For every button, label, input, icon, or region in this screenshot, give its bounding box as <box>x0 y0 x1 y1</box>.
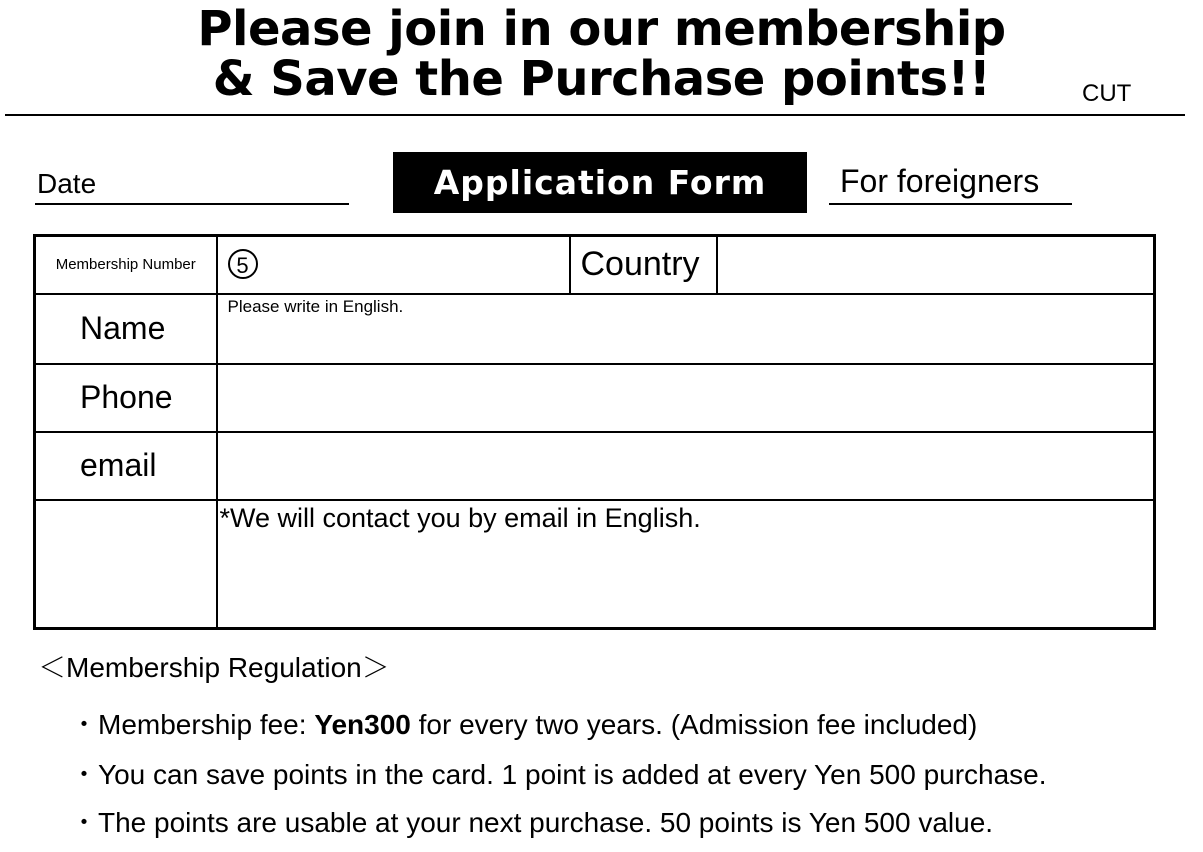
regulation-title: ＜Membership Regulation＞ <box>38 652 390 683</box>
country-label: Country <box>570 236 717 294</box>
membership-number-value: 5 <box>228 249 258 279</box>
regulation-points-rule: ・You can save points in the card. 1 point is added at every Yen 500 purchase. <box>70 759 1047 790</box>
name-field[interactable] <box>217 294 1155 364</box>
cut-label: CUT <box>1082 80 1132 107</box>
email-note-blank <box>35 500 217 629</box>
regulation-fee <box>70 703 977 743</box>
name-row <box>35 294 1155 364</box>
name-label: Name <box>35 294 217 364</box>
regulation-points-use: ・The points are usable at your next purchase. 50 points is Yen 500 value. <box>70 807 994 838</box>
audience-label: For foreigners <box>840 163 1040 199</box>
country-field[interactable] <box>717 236 1155 294</box>
membership-number-field[interactable] <box>217 236 570 294</box>
name-hint: Please write in English. <box>227 296 404 316</box>
cut-line <box>5 114 1185 116</box>
phone-field[interactable] <box>217 364 1155 432</box>
date-field-line[interactable] <box>35 203 349 205</box>
email-field[interactable] <box>217 432 1155 500</box>
membership-row <box>35 236 1155 294</box>
fee-suffix: for every two years. (Admission fee included) <box>410 709 978 740</box>
date-label: Date <box>37 168 97 199</box>
headline <box>0 1 1203 107</box>
headline-line-2: & Save the Purchase points!! <box>212 51 991 107</box>
headline-line-1: Please join in our membership <box>197 1 1006 57</box>
membership-number-label: Membership Number <box>35 236 217 294</box>
application-table <box>33 234 1156 630</box>
email-row <box>35 432 1155 500</box>
phone-label: Phone <box>35 364 217 432</box>
audience-underline <box>829 203 1072 205</box>
fee-prefix: ・Membership fee: <box>70 709 315 740</box>
email-note-row <box>35 500 1155 629</box>
phone-row <box>35 364 1155 432</box>
fee-amount: Yen300 <box>314 709 411 740</box>
email-note-field[interactable] <box>217 500 1155 629</box>
form-title: Application Form <box>393 152 807 213</box>
email-label: email <box>35 432 217 500</box>
email-note: *We will contact you by email in English. <box>219 502 701 533</box>
